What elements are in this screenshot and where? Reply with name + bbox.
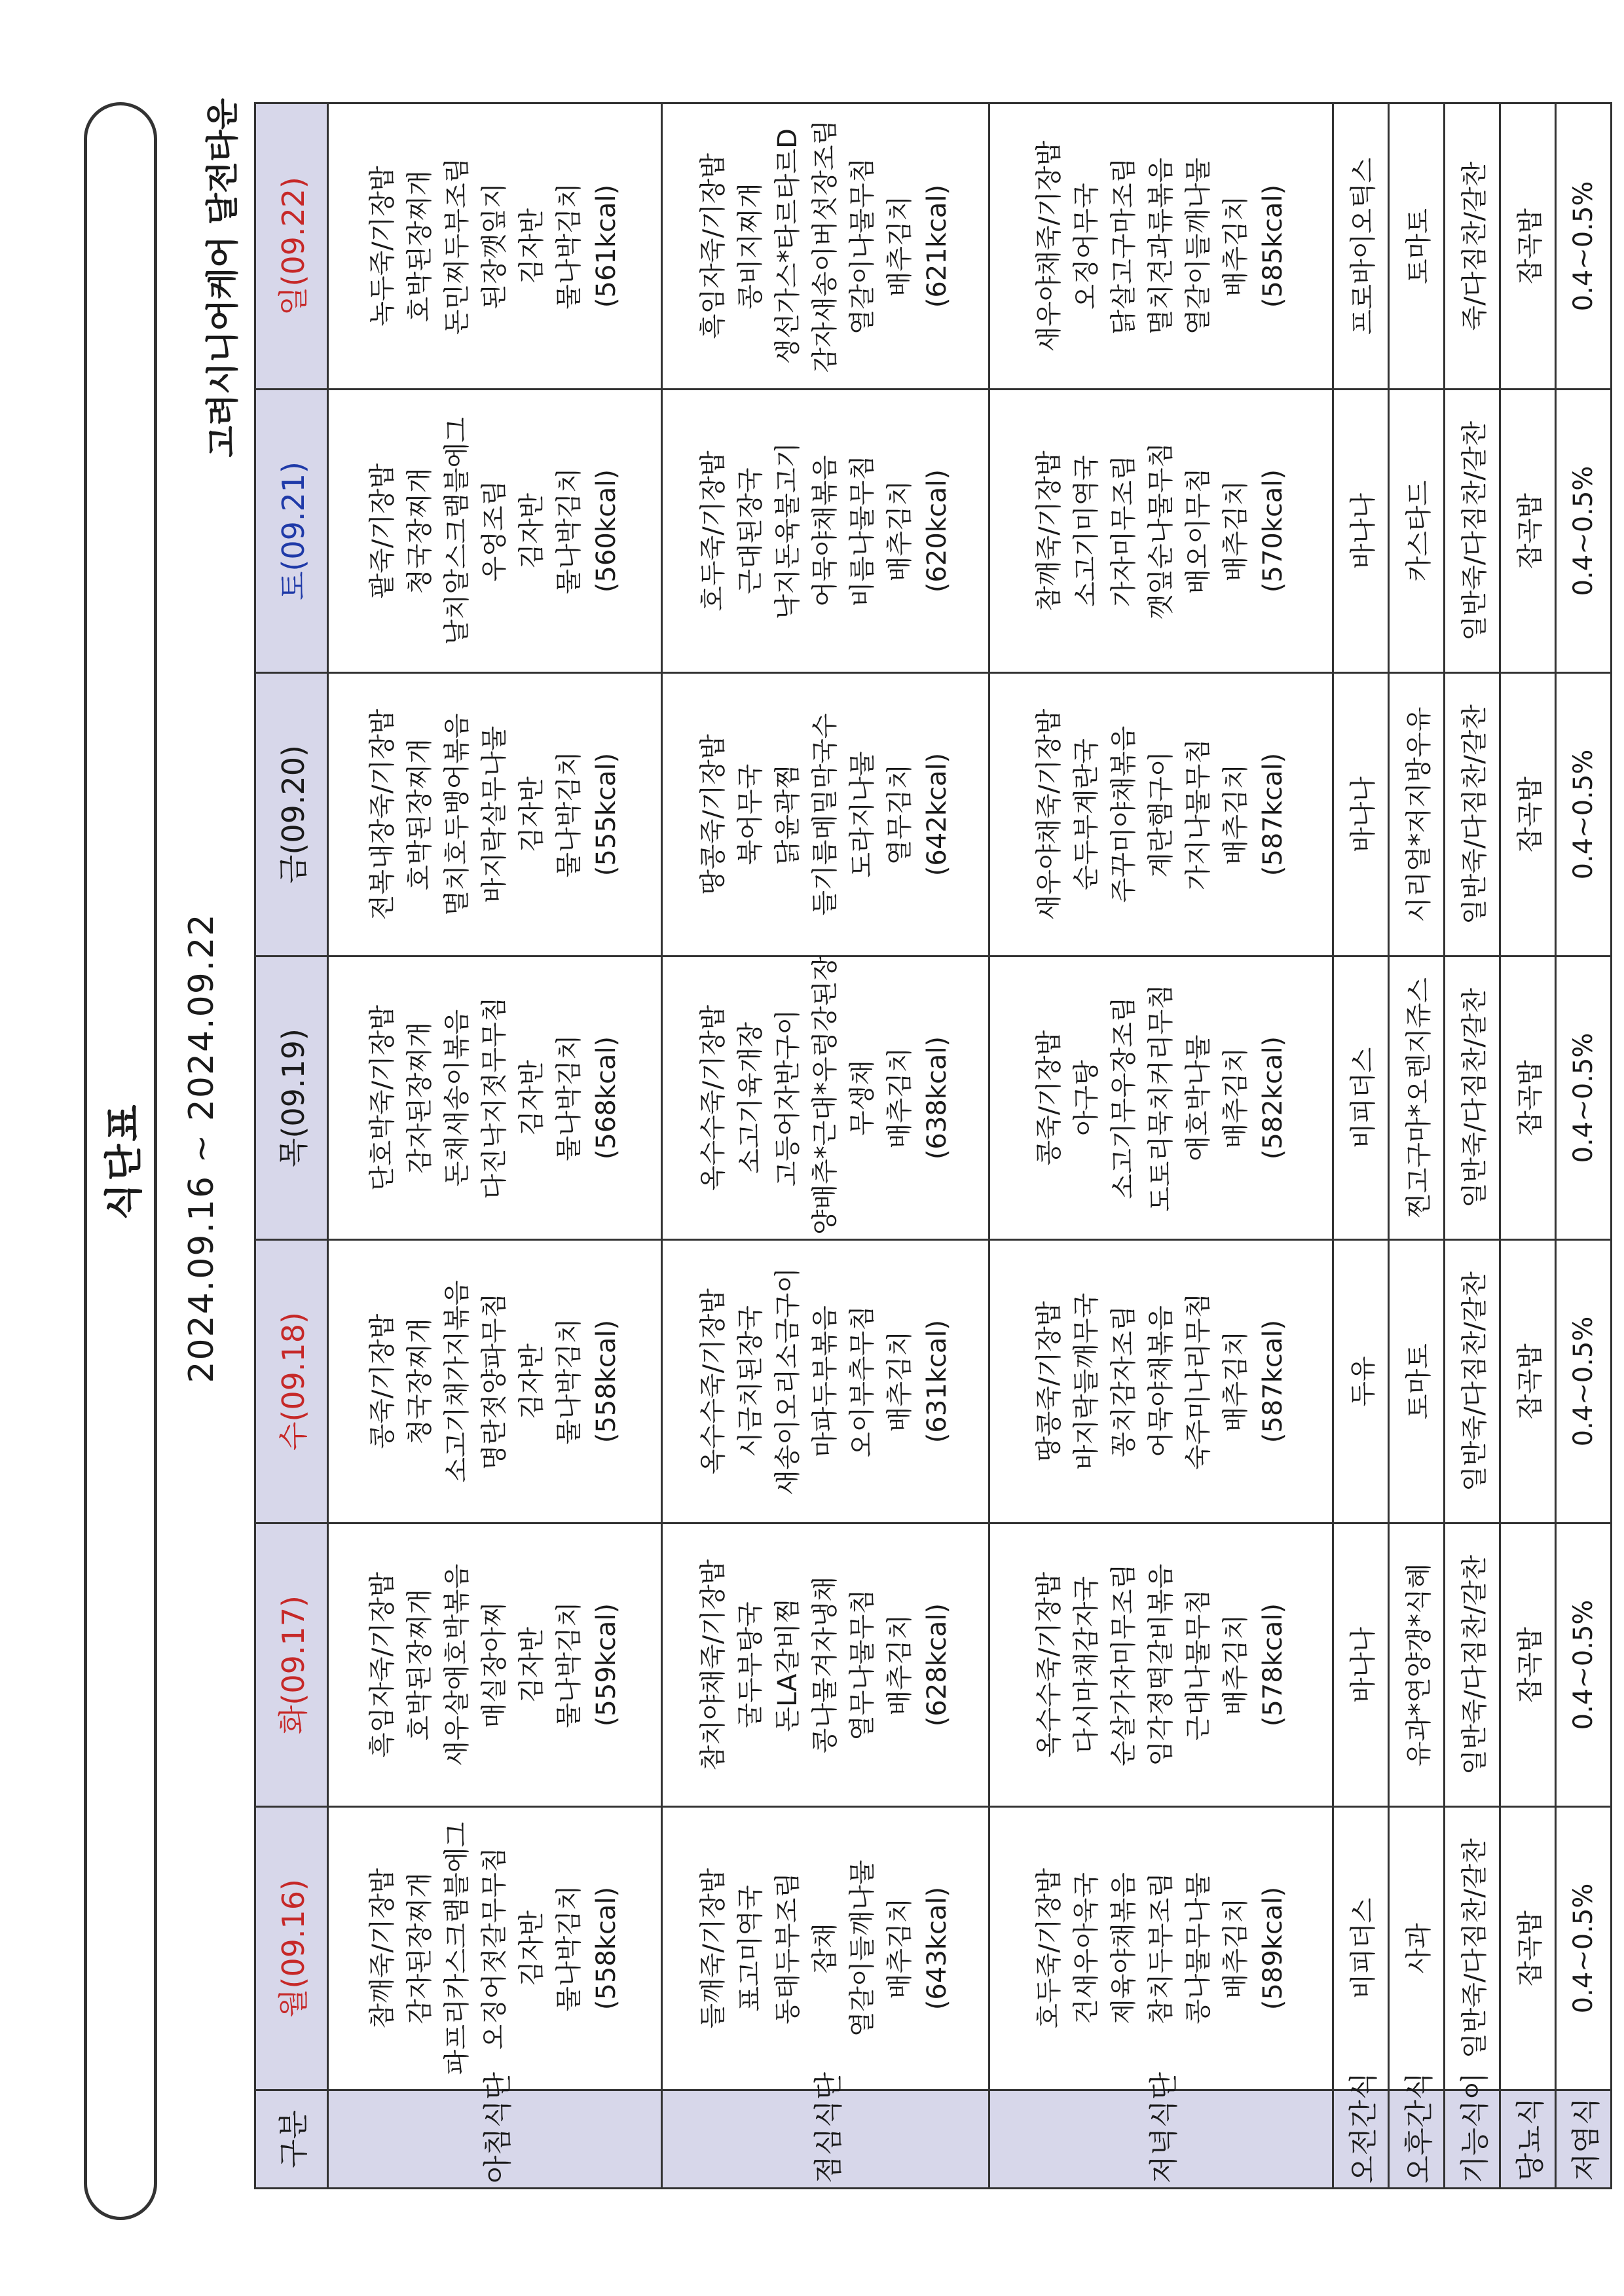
day-header-sat: 토(09.21) [255,390,328,673]
menu-item: (559kcal) [591,1603,621,1727]
menu-item: 김자반 [517,1910,547,1986]
extra-cell-tue: 잡곡밥 [1500,1523,1556,1807]
menu-item: 들깨죽/기장밥 [698,1868,728,2029]
extra-cell-sun: 죽/다짐찬/갈찬 [1445,103,1500,390]
menu-item: 들기름메밀막국수 [810,713,840,916]
menu-cell-tue [662,1523,989,1807]
menu-item: (555kcal) [591,752,621,877]
menu-item: 오이부추무침 [847,1305,877,1457]
facility-name: 고려시니어케어 달전타운 [204,98,242,458]
menu-item: 콩죽/기장밥 [1033,1030,1064,1166]
menu-item: 잡채 [810,1923,840,1974]
menu-item: (621kcal) [922,184,952,308]
extra-cell-fri: 시리얼*저지방우유 [1389,673,1445,957]
extra-cell-thu: 잡곡밥 [1500,957,1556,1240]
menu-item: 시금치된장국 [735,1305,766,1457]
extra-cell-thu: 찐고구마*오렌지쥬스 [1389,957,1445,1240]
extra-cell-tue: 0.4~0.5% [1556,1523,1612,1807]
extra-cell-sat: 일반죽/다짐찬/갈찬 [1445,390,1500,673]
extra-cell-fri: 바나나 [1333,673,1389,957]
extra-cell-fri: 0.4~0.5% [1556,673,1612,957]
meal-row [662,103,989,2189]
menu-cell-sat [662,390,989,673]
menu-item: (620kcal) [922,469,952,593]
menu-item: 소고기미역국 [1071,455,1101,607]
extra-cell-tue: 일반죽/다짐찬/갈찬 [1445,1523,1500,1807]
menu-item: 참치두부조림 [1145,1872,1176,2024]
extra-cell-thu: 비피더스 [1333,957,1389,1240]
menu-item: 물나박김치 [554,1034,584,1161]
menu-item: 바지락들깨무국 [1071,1292,1101,1470]
menu-item: 배추김치 [885,1047,915,1149]
menu-item: 새송이오리소금구이 [773,1267,803,1495]
extra-row [1445,103,1500,2189]
menu-item: 양배추*근대*우렁강된장 [810,955,840,1235]
day-header-thu: 목(09.19) [255,957,328,1240]
menu-cell-sat [328,390,662,673]
menu-item: (558kcal) [591,1886,621,2011]
menu-item: 파프리카스크램블에그 [442,1821,472,2075]
menu-cell-mon [662,1807,989,2090]
menu-item: 김자반 [517,493,547,569]
extra-cell-sun: 잡곡밥 [1500,103,1556,390]
menu-item: 다진낙지젓무무침 [479,996,509,1199]
menu-cell-wed [989,1240,1333,1523]
extra-cell-mon: 0.4~0.5% [1556,1807,1612,2090]
menu-item: 배추김치 [1220,1047,1251,1149]
menu-cell-thu [328,957,662,1240]
extra-cell-sun: 토마토 [1389,103,1445,390]
menu-item: 어묵야채볶음 [1145,1305,1176,1457]
menu-item: (589kcal) [1257,1886,1288,2011]
menu-item: 낙지돈육불고기 [773,442,803,620]
extra-cell-thu: 일반죽/다짐찬/갈찬 [1445,957,1500,1240]
menu-item: 돈채새송이볶음 [442,1009,472,1187]
menu-item: 순두부계란국 [1071,738,1101,890]
menu-cell-mon [989,1807,1333,2090]
menu-item: 배추김치 [1220,1897,1251,1999]
menu-item: 녹두죽/기장밥 [367,166,397,327]
menu-item: 물나박김치 [554,1601,584,1728]
menu-item: 배추김치 [885,1330,915,1432]
menu-item: 땅콩죽/기장밥 [698,734,728,895]
menu-item: 콩나물겨자냉채 [810,1576,840,1754]
menu-item: 배추김치 [885,1614,915,1716]
menu-item: 근대나물무침 [1183,1589,1213,1741]
menu-item: 고등어자반구이 [773,1009,803,1187]
menu-item: (631kcal) [922,1319,952,1444]
menu-item: 콩죽/기장밥 [367,1313,397,1449]
menu-cell-sat [989,390,1333,673]
menu-item: 김자반 [517,1343,547,1419]
menu-item: 청국장찌개 [405,1318,435,1445]
menu-item: 김자반 [517,208,547,284]
extra-cell-sat: 잡곡밥 [1500,390,1556,673]
menu-item: 도라지나물 [847,751,877,878]
menu-item: (561kcal) [591,184,621,308]
day-header-mon: 월(09.16) [255,1807,328,2090]
menu-item: 열갈이들깨나물 [1183,157,1213,335]
extra-cell-mon: 비피더스 [1333,1807,1389,2090]
extra-cell-fri: 일반죽/다짐찬/갈찬 [1445,673,1500,957]
menu-item: 돈LA갈비찜 [773,1597,803,1732]
menu-item: 멸치호두뱅어볶음 [442,713,472,916]
menu-cell-sun [662,103,989,390]
extra-label: 저염식 [1556,2090,1612,2189]
menu-item: (628kcal) [922,1603,952,1727]
menu-item: 배추김치 [1220,763,1251,866]
menu-item: 청국장찌개 [405,467,435,594]
menu-cell-sun [989,103,1333,390]
menu-item: 참치야채죽/기장밥 [698,1559,728,1771]
menu-item: 바지락살무나물 [479,725,509,903]
menu-item: 배추김치 [885,1897,915,1999]
extra-cell-sun: 프로바이오틱스 [1333,103,1389,390]
menu-item: (558kcal) [591,1319,621,1444]
meal-label: 저녁식단 [989,2090,1333,2189]
extra-label: 당뇨식 [1500,2090,1556,2189]
extra-cell-mon: 사과 [1389,1807,1445,2090]
menu-item: 물나박김치 [554,1318,584,1445]
menu-item: 오징어젓갈무무침 [479,1847,509,2050]
extra-cell-mon: 잡곡밥 [1500,1807,1556,2090]
menu-item: 우엉조림 [479,480,509,582]
menu-item: 새우살애호박볶음 [442,1563,472,1766]
menu-item: 감자새송이버섯장조림 [810,119,840,373]
menu-item: 계란햄구이 [1145,751,1176,878]
extra-cell-sun: 0.4~0.5% [1556,103,1612,390]
menu-item: 배추김치 [1220,1614,1251,1716]
menu-cell-tue [328,1523,662,1807]
menu-item: 무생채 [847,1060,877,1136]
menu-item: 호박된장찌개 [405,738,435,890]
menu-item: 다시마채감자국 [1071,1576,1101,1754]
menu-item: 감자된장찌개 [405,1022,435,1174]
menu-item: 물나박김치 [554,1885,584,2012]
menu-cell-fri [989,673,1333,957]
day-header-sun: 일(09.22) [255,103,328,390]
menu-item: 애호박나물 [1183,1034,1213,1161]
menu-item: (642kcal) [922,752,952,877]
menu-item: 열갈이들깨나물 [847,1859,877,2037]
menu-item: 배추김치 [885,195,915,297]
menu-item: 물나박김치 [554,183,584,310]
menu-item: 멸치견과류볶음 [1145,157,1176,335]
menu-item: 꽁치감자조림 [1108,1305,1139,1457]
menu-item: 땅콩죽/기장밥 [1033,1301,1064,1462]
menu-item: 배오이무침 [1183,467,1213,594]
extra-cell-wed: 일반죽/다짐찬/갈찬 [1445,1240,1500,1523]
menu-item: 단호박죽/기장밥 [367,1005,397,1191]
menu-body [328,103,1612,2189]
menu-item: 흑임자죽/기장밥 [698,153,728,339]
menu-item: 제육야채볶음 [1108,1872,1139,2024]
menu-item: 오징어무국 [1071,183,1101,310]
menu-item: 배추김치 [1220,480,1251,582]
menu-cell-thu [662,957,989,1240]
menu-item: (585kcal) [1257,184,1288,308]
menu-item: 도토리묵치커리무침 [1145,984,1176,1212]
menu-item: 배추김치 [1220,1330,1251,1432]
menu-cell-thu [989,957,1333,1240]
menu-item: 가지나물무침 [1183,738,1213,890]
menu-item: 주꾸미야채볶음 [1108,725,1139,903]
menu-item: 된장깻잎지 [479,183,509,310]
menu-item: 소고기육개장 [735,1022,766,1174]
extra-label: 기능식이 [1445,2090,1500,2189]
menu-cell-fri [662,673,989,957]
extra-cell-sat: 0.4~0.5% [1556,390,1612,673]
menu-item: 순살가자미무조림 [1108,1563,1139,1766]
header-label: 구분 [255,2090,328,2189]
extra-label: 오후간식 [1389,2090,1445,2189]
menu-item: 참깨죽/기장밥 [367,1868,397,2029]
menu-item: 건새우아욱국 [1071,1872,1101,2024]
menu-item: (568kcal) [591,1036,621,1160]
menu-item: 날치알스크램블에그 [442,417,472,645]
meal-row [328,103,662,2189]
menu-item: 호박된장찌개 [405,1589,435,1741]
extra-cell-wed: 0.4~0.5% [1556,1240,1612,1523]
menu-item: (582kcal) [1257,1036,1288,1160]
extra-cell-tue: 바나나 [1333,1523,1389,1807]
menu-item: 돈민찌두부조림 [442,157,472,335]
menu-item: 명란젓양파무침 [479,1292,509,1470]
menu-item: 감자된장찌개 [405,1872,435,2024]
menu-item: (570kcal) [1257,469,1288,593]
extra-cell-sat: 카스타드 [1389,390,1445,673]
menu-item: 물나박김치 [554,467,584,594]
menu-item: 흑임자죽/기장밥 [367,1572,397,1758]
extra-cell-wed: 토마토 [1389,1240,1445,1523]
menu-cell-fri [328,673,662,957]
menu-item: 호두죽/기장밥 [1033,1868,1064,2029]
menu-item: 열갈이나물무침 [847,157,877,335]
header-row [255,103,328,2189]
menu-item: 배추김치 [885,480,915,582]
menu-item: 김자반 [517,776,547,852]
menu-item: 열무김치 [885,763,915,866]
menu-table [254,102,1612,2189]
extra-cell-wed: 잡곡밥 [1500,1240,1556,1523]
extra-row [1556,103,1612,2189]
menu-item: 호두죽/기장밥 [698,450,728,611]
menu-item: 어묵야채볶음 [810,455,840,607]
menu-item: 물나박김치 [554,751,584,878]
extra-row [1333,103,1389,2189]
menu-item: 옥수수죽/기장밥 [698,1288,728,1474]
menu-item: (578kcal) [1257,1603,1288,1727]
meal-row [989,103,1333,2189]
menu-item: (643kcal) [922,1886,952,2011]
menu-item: 옥수수죽/기장밥 [1033,1572,1064,1758]
menu-item: (587kcal) [1257,752,1288,877]
menu-cell-wed [662,1240,989,1523]
day-header-tue: 화(09.17) [255,1523,328,1807]
extra-cell-sat: 바나나 [1333,390,1389,673]
menu-item: 표고미역국 [735,1885,766,2012]
extra-label: 오전간식 [1333,2090,1389,2189]
extra-cell-fri: 잡곡밥 [1500,673,1556,957]
day-header-wed: 수(09.18) [255,1240,328,1523]
menu-item: 생선가스*타르타르D [773,128,803,364]
extra-cell-mon: 일반죽/다짐찬/갈찬 [1445,1807,1500,2090]
menu-item: 숙주미나리무침 [1183,1292,1213,1470]
menu-item: 근대된장국 [735,467,766,594]
menu-item: 새우야채죽/기장밥 [1033,708,1064,920]
extra-row [1500,103,1556,2189]
menu-item: 매실장아찌 [479,1601,509,1728]
menu-item: (587kcal) [1257,1319,1288,1444]
menu-item: 가자미무조림 [1108,455,1139,607]
meal-label: 아침식단 [328,2090,662,2189]
menu-item: 비름나물무침 [847,455,877,607]
extra-cell-thu: 0.4~0.5% [1556,957,1612,1240]
menu-item: 호박된장찌개 [405,170,435,322]
menu-item: 굴두부탕국 [735,1601,766,1728]
menu-item: 콩비지찌개 [735,183,766,310]
menu-item: 동태두부조림 [773,1872,803,2024]
menu-item: 소고기채가지볶음 [442,1280,472,1483]
meal-label: 점심식단 [662,2090,989,2189]
date-range: 2024.09.16 ~ 2024.09.22 [182,913,221,1383]
menu-cell-mon [328,1807,662,2090]
extra-row [1389,103,1445,2189]
extra-cell-tue: 유과*연양갱*식혜 [1389,1523,1445,1807]
menu-item: 닭살고구마조림 [1108,157,1139,335]
menu-item: (560kcal) [591,469,621,593]
day-header-fri: 금(09.20) [255,673,328,957]
menu-item: 김자반 [517,1627,547,1703]
menu-item: 마파두부볶음 [810,1305,840,1457]
menu-item: 깻잎순나물무침 [1145,442,1176,620]
menu-item: 북어무국 [735,763,766,866]
menu-item: 소고기무우장조림 [1108,996,1139,1199]
menu-item: 배추김치 [1220,195,1251,297]
menu-item: 옥수수죽/기장밥 [698,1005,728,1191]
menu-cell-sun [328,103,662,390]
extra-cell-wed: 두유 [1333,1240,1389,1523]
menu-item: 임각정떡갈비볶음 [1145,1563,1176,1766]
menu-item: 열무나물무침 [847,1589,877,1741]
page-title: 식단표 [84,102,157,2220]
menu-item: 김자반 [517,1060,547,1136]
menu-item: 팥죽/기장밥 [367,463,397,599]
menu-cell-wed [328,1240,662,1523]
menu-item: 참깨죽/기장밥 [1033,450,1064,611]
menu-item: 콩나물무나물 [1183,1872,1213,2024]
menu-item: (638kcal) [922,1036,952,1160]
menu-cell-tue [989,1523,1333,1807]
menu-item: 새우야채죽/기장밥 [1033,140,1064,352]
menu-item: 전복내장죽/기장밥 [367,708,397,920]
menu-item: 닭윤곽찜 [773,763,803,866]
menu-item: 아구탕 [1071,1060,1101,1136]
